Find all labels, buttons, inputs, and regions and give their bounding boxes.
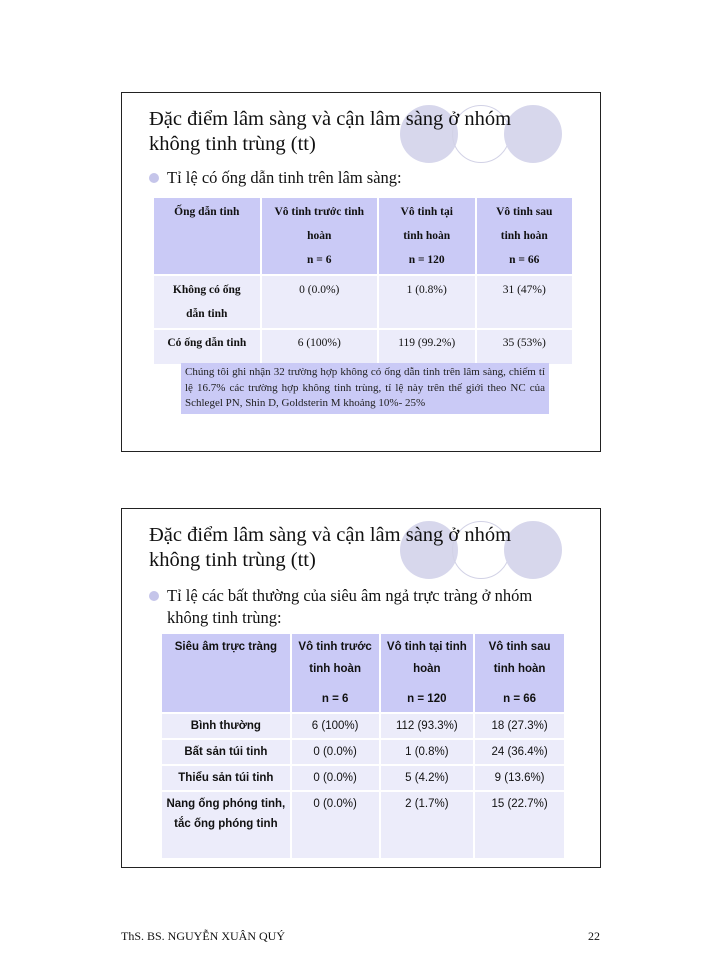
vas-deferens-table	[152, 196, 574, 366]
table-row	[162, 740, 564, 764]
bullet-dot-icon	[149, 173, 159, 183]
column-header: Siêu âm trực tràng	[162, 634, 290, 712]
table-cell: 1 (0.8%)	[381, 740, 474, 764]
table-cell: 6 (100%)	[292, 714, 379, 738]
table-header-row	[162, 634, 564, 712]
table-row	[162, 714, 564, 738]
table-cell: 2 (1.7%)	[381, 792, 474, 858]
column-header: Vô tinh trước tinh hoàn n = 6	[262, 198, 377, 274]
table-row	[154, 330, 572, 364]
bullet-point	[149, 585, 549, 629]
footer-author: ThS. BS. NGUYỄN XUÂN QUÝ	[121, 929, 286, 943]
column-header: Vô tinh tại tinh hoàn n = 120	[381, 634, 474, 712]
column-header: Vô tinh trước tinh hoàn n = 6	[292, 634, 379, 712]
table-cell: 0 (0.0%)	[292, 766, 379, 790]
slide-title: Đặc điểm lâm sàng và cận lâm sàng ở nhóm không tinh trùng (tt)	[149, 524, 512, 571]
table-cell: 24 (36.4%)	[475, 740, 564, 764]
column-header: Vô tinh tại tinh hoàn n = 120	[379, 198, 475, 274]
page-number: 22	[588, 929, 600, 943]
row-label: Có ống dẫn tinh	[154, 330, 260, 364]
table-row	[162, 766, 564, 790]
table-row	[154, 276, 572, 328]
column-header: Vô tinh sau tinh hoàn n = 66	[477, 198, 573, 274]
row-label: Bình thường	[162, 714, 290, 738]
table-cell: 0 (0.0%)	[292, 740, 379, 764]
table-cell: 31 (47%)	[477, 276, 573, 328]
table-cell: 0 (0.0%)	[262, 276, 377, 328]
column-header: Vô tinh sau tinh hoàn n = 66	[475, 634, 564, 712]
table-cell: 5 (4.2%)	[381, 766, 474, 790]
table-cell: 9 (13.6%)	[475, 766, 564, 790]
row-label: Không có ống dẫn tinh	[154, 276, 260, 328]
row-label: Thiểu sản túi tinh	[162, 766, 290, 790]
table-cell: 112 (93.3%)	[381, 714, 474, 738]
bullet-dot-icon	[149, 591, 159, 601]
table-cell: 1 (0.8%)	[379, 276, 475, 328]
column-header: Ống dẫn tinh	[154, 198, 260, 274]
bullet-text: Tỉ lệ các bất thường của siêu âm ngả trực tràng ở nhóm không tinh trùng:	[167, 586, 533, 627]
table-cell: 35 (53%)	[477, 330, 573, 364]
table-cell: 6 (100%)	[262, 330, 377, 364]
ultrasound-table	[160, 632, 566, 860]
table-cell: 15 (22.7%)	[475, 792, 564, 858]
row-label: Nang ống phóng tinh, tắc ống phóng tinh	[162, 792, 290, 858]
table-cell: 0 (0.0%)	[292, 792, 379, 858]
bullet-text: Tỉ lệ có ống dẫn tinh trên lâm sàng:	[167, 168, 402, 187]
table-cell: 18 (27.3%)	[475, 714, 564, 738]
row-label: Bất sản túi tinh	[162, 740, 290, 764]
note-box: Chúng tôi ghi nhận 32 trường hợp không có ống dẫn tinh trên lâm sàng, chiếm tỉ lệ 16.7% các trường hợp không tinh trùng, tỉ lệ này trên thế giới theo NC của Schlegel PN, Shin D, Goldsterin M khoảng 10%- 25%	[181, 363, 549, 414]
slide-1	[121, 92, 601, 452]
table-row	[162, 792, 564, 858]
table-cell: 119 (99.2%)	[379, 330, 475, 364]
table-header-row	[154, 198, 572, 274]
slide-2	[121, 508, 601, 868]
slide-title: Đặc điểm lâm sàng và cận lâm sàng ở nhóm không tinh trùng (tt)	[149, 108, 512, 155]
bullet-point	[149, 167, 402, 189]
